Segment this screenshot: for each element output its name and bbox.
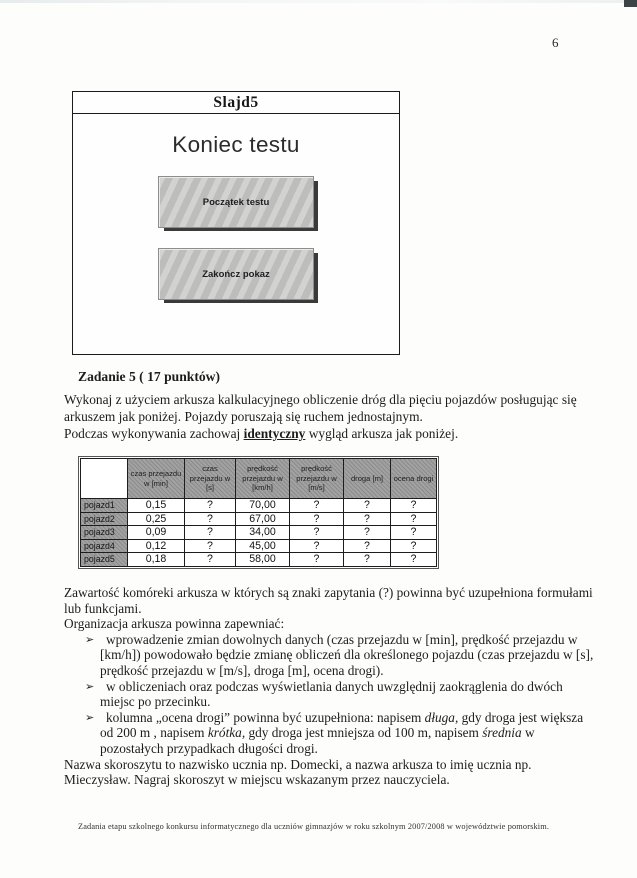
table-cell: 0,15 bbox=[128, 499, 185, 513]
row-header: pojazd4 bbox=[81, 539, 128, 553]
column-header-droga: droga [m] bbox=[344, 459, 391, 499]
bullet-text: wprowadzenie zmian dowolnych danych (czas przejazdu w [min], prędkość przejazdu w [km/h]) powodowało będzie zmianę obliczeń dla określonego pojazdu (czas przejazdu w [s], prędkość przejazdu w [m/s], droga [m], ocena drogi). bbox=[100, 631, 594, 678]
table-cell: ? bbox=[185, 512, 236, 526]
row-header: pojazd2 bbox=[81, 512, 128, 526]
spreadsheet-table bbox=[80, 458, 437, 567]
table-row bbox=[81, 539, 437, 553]
table-cell: ? bbox=[391, 499, 437, 513]
page-footer: Zadania etapu szkolnego konkursu informatycznego dla uczniów gimnazjów w roku szkolnym 2007/2008 w województwie pomorskim. bbox=[78, 822, 550, 831]
table-cell: ? bbox=[185, 526, 236, 540]
table-row bbox=[81, 526, 437, 540]
closing-paragraph: Nazwa skoroszytu to nazwisko ucznia np. Domecki, a nazwa arkusza to imię ucznia np. Mieczysław. Nagraj skoroszyt w miejscu wskazanym przez nauczyciela. bbox=[64, 756, 532, 788]
emphasized-word: identyczny bbox=[243, 426, 306, 441]
table-cell: ? bbox=[290, 512, 344, 526]
slide-preview bbox=[72, 91, 400, 355]
slide-heading: Koniec testu bbox=[172, 132, 300, 157]
bullet-text: kolumna „ocena drogi” powinna być uzupełniona: napisem długa, gdy droga jest większa od 200 m , napisem krótka, gdy droga jest mniejsza od 100 m, napisem średnia w pozostałych przypadkach długości drogi. bbox=[100, 709, 584, 756]
table-cell: 34,00 bbox=[236, 526, 290, 540]
task-heading: Zadanie 5 ( 17 punktów) bbox=[78, 369, 221, 384]
column-header-predkosc-kmh: prędkość przejazdu w [km/h] bbox=[236, 459, 290, 499]
row-header: pojazd1 bbox=[81, 499, 128, 513]
table-cell: ? bbox=[185, 539, 236, 553]
table-cell: ? bbox=[185, 499, 236, 513]
table-cell: ? bbox=[344, 553, 391, 567]
intro-paragraph: Wykonaj z użyciem arkusza kalkulacyjnego obliczenie dróg dla pięciu pojazdów posługując się arkuszem jak poniżej. Pojazdy poruszają się ruchem jednostajnym. bbox=[64, 392, 577, 424]
italic-word: długa, bbox=[424, 709, 459, 725]
italic-word: średnia bbox=[482, 725, 522, 741]
table-cell: ? bbox=[344, 499, 391, 513]
task-intro bbox=[64, 391, 592, 442]
table-row bbox=[81, 512, 437, 526]
cells-note-paragraph: Zawartość komóreki arkusza w których są znaki zapytania (?) powinna być uzupełniona formułami lub funkcjami. bbox=[64, 585, 593, 616]
table-cell: 0,12 bbox=[128, 539, 185, 553]
list-item bbox=[85, 679, 594, 710]
header-row bbox=[81, 459, 437, 499]
table-corner-cell bbox=[81, 459, 128, 499]
start-test-button[interactable]: Początek testu bbox=[158, 176, 314, 228]
column-header-czas-min: czas przejazdu w [min] bbox=[128, 459, 185, 499]
table-row bbox=[81, 499, 437, 513]
bullet-text: w obliczeniach oraz podczas wyświetlania danych uwzględnij zaokrąglenia do dwóch miejsc po przecinku. bbox=[100, 678, 563, 710]
table-cell: ? bbox=[391, 539, 437, 553]
table-cell: ? bbox=[391, 512, 437, 526]
arrow-bullet-icon: ➢ bbox=[85, 680, 95, 693]
column-header-predkosc-ms: prędkość przejazdu w [m/s] bbox=[290, 459, 344, 499]
scan-top-edge bbox=[0, 0, 637, 3]
table-cell: ? bbox=[344, 512, 391, 526]
italic-word: krótka, bbox=[207, 725, 246, 741]
table-cell: ? bbox=[290, 499, 344, 513]
table-cell: ? bbox=[344, 539, 391, 553]
list-item bbox=[85, 710, 594, 757]
table-cell: ? bbox=[391, 526, 437, 540]
page-number: 6 bbox=[552, 35, 559, 50]
table-cell: 45,00 bbox=[236, 539, 290, 553]
spreadsheet-table-frame bbox=[78, 456, 439, 569]
table-cell: ? bbox=[391, 553, 437, 567]
arrow-bullet-icon: ➢ bbox=[85, 711, 95, 724]
intro-note: Podczas wykonywania zachowaj identyczny wygląd arkusza jak poniżej. bbox=[64, 426, 459, 441]
table-cell: 70,00 bbox=[236, 499, 290, 513]
table-cell: 58,00 bbox=[236, 553, 290, 567]
arrow-bullet-icon: ➢ bbox=[85, 633, 95, 646]
table-cell: ? bbox=[185, 553, 236, 567]
end-show-button[interactable]: Zakończ pokaz bbox=[158, 248, 314, 300]
row-header: pojazd5 bbox=[81, 553, 128, 567]
table-cell: ? bbox=[290, 539, 344, 553]
column-header-ocena: ocena drogi bbox=[391, 459, 437, 499]
table-cell: 67,00 bbox=[236, 512, 290, 526]
organization-line: Organizacja arkusza powinna zapewniać: bbox=[64, 616, 285, 632]
table-cell: 0,09 bbox=[128, 526, 185, 540]
slide-title-bar: Slajd5 bbox=[73, 92, 399, 114]
row-header: pojazd3 bbox=[81, 526, 128, 540]
table-cell: 0,25 bbox=[128, 512, 185, 526]
table-cell: 0,18 bbox=[128, 553, 185, 567]
table-row bbox=[81, 553, 437, 567]
scan-artifact bbox=[624, 0, 637, 7]
table-cell: ? bbox=[290, 553, 344, 567]
list-item bbox=[85, 632, 594, 679]
table-cell: ? bbox=[344, 526, 391, 540]
column-header-czas-s: czas przejazdu w [s] bbox=[185, 459, 236, 499]
table-cell: ? bbox=[290, 526, 344, 540]
requirements-section bbox=[64, 585, 594, 788]
